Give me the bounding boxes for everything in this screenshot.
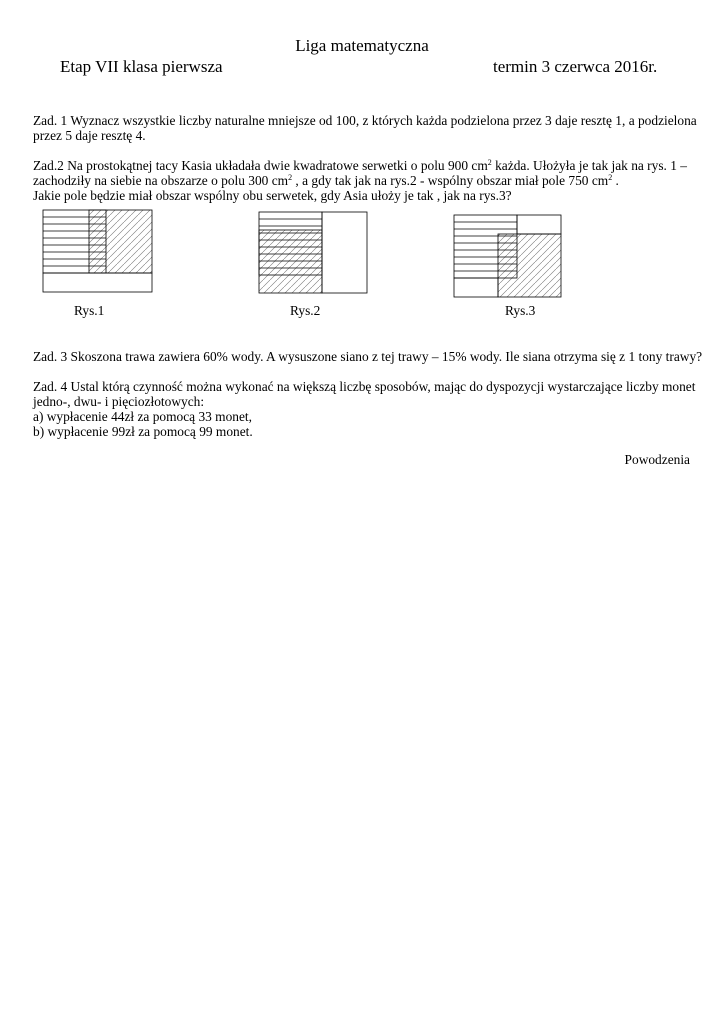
task-2-line-2: zachodziły na siebie na obszarze o polu 300 $cm^2$ , a gdy tak jak na rys.2 - wspólny obszar miał pole 750 $cm^2$ .: [33, 173, 619, 188]
task-4-line: a) wypłacenie 44zł za pomocą 33 monet,: [33, 409, 252, 424]
tray-top-right: [517, 215, 561, 234]
stage-label: Etap VII klasa pierwsza: [60, 57, 223, 76]
task-1: [33, 113, 697, 143]
figure-caption: Rys.3: [505, 303, 536, 318]
closing-note: Powodzenia: [624, 452, 690, 467]
date-label: termin 3 czerwca 2016r.: [493, 57, 658, 76]
task-2-line-3: Jakie pole będzie miał obszar wspólny obu serwetek, gdy Asia ułoży je tak , jak na rys.3?: [33, 188, 512, 203]
task-3: [33, 349, 703, 364]
napkin-hatched: [498, 234, 561, 297]
task-2-line-1: Zad.2 Na prostokątnej tacy Kasia układała dwie kwadratowe serwetki o polu 900 $cm^2$ każda. Ułożyła je tak jak na rys. 1 –: [33, 158, 687, 173]
task-4: [33, 379, 696, 439]
figure-rys-3: [451, 213, 565, 299]
figure-caption: Rys.1: [74, 303, 105, 318]
tray-bottom-left: [454, 278, 498, 297]
task-2: [33, 158, 693, 203]
tray-strip: [322, 212, 367, 293]
napkin-hatched: [89, 210, 152, 273]
napkin-hatched: [259, 230, 322, 293]
document-title: Liga matematyczna: [295, 36, 429, 55]
figure-caption: Rys.2: [290, 303, 321, 318]
figure-rys-1: [40, 208, 154, 294]
task-4-line: Zad. 4 Ustal którą czynność można wykonać na większą liczbę sposobów, mając do dyspozycji wystarczające liczby monet: [33, 379, 696, 394]
task-1-line: Zad. 1 Wyznacz wszystkie liczby naturalne mniejsze od 100, z których każda podzielona przez 3 daje resztę 1, a podzielona: [33, 113, 697, 128]
figure-rys-2: [256, 210, 370, 296]
task-4-line: jedno-, dwu- i pięciozłotowych:: [33, 394, 205, 409]
task-4-line: b) wypłacenie 99zł za pomocą 99 monet.: [33, 424, 253, 439]
task-3-text: Zad. 3 Skoszona trawa zawiera 60% wody. A wysuszone siano z tej trawy – 15% wody. Ile siana otrzyma się z 1 tony trawy?: [33, 349, 703, 364]
tray-strip: [43, 273, 152, 292]
task-1-line: przez 5 daje resztę 4.: [33, 128, 146, 143]
